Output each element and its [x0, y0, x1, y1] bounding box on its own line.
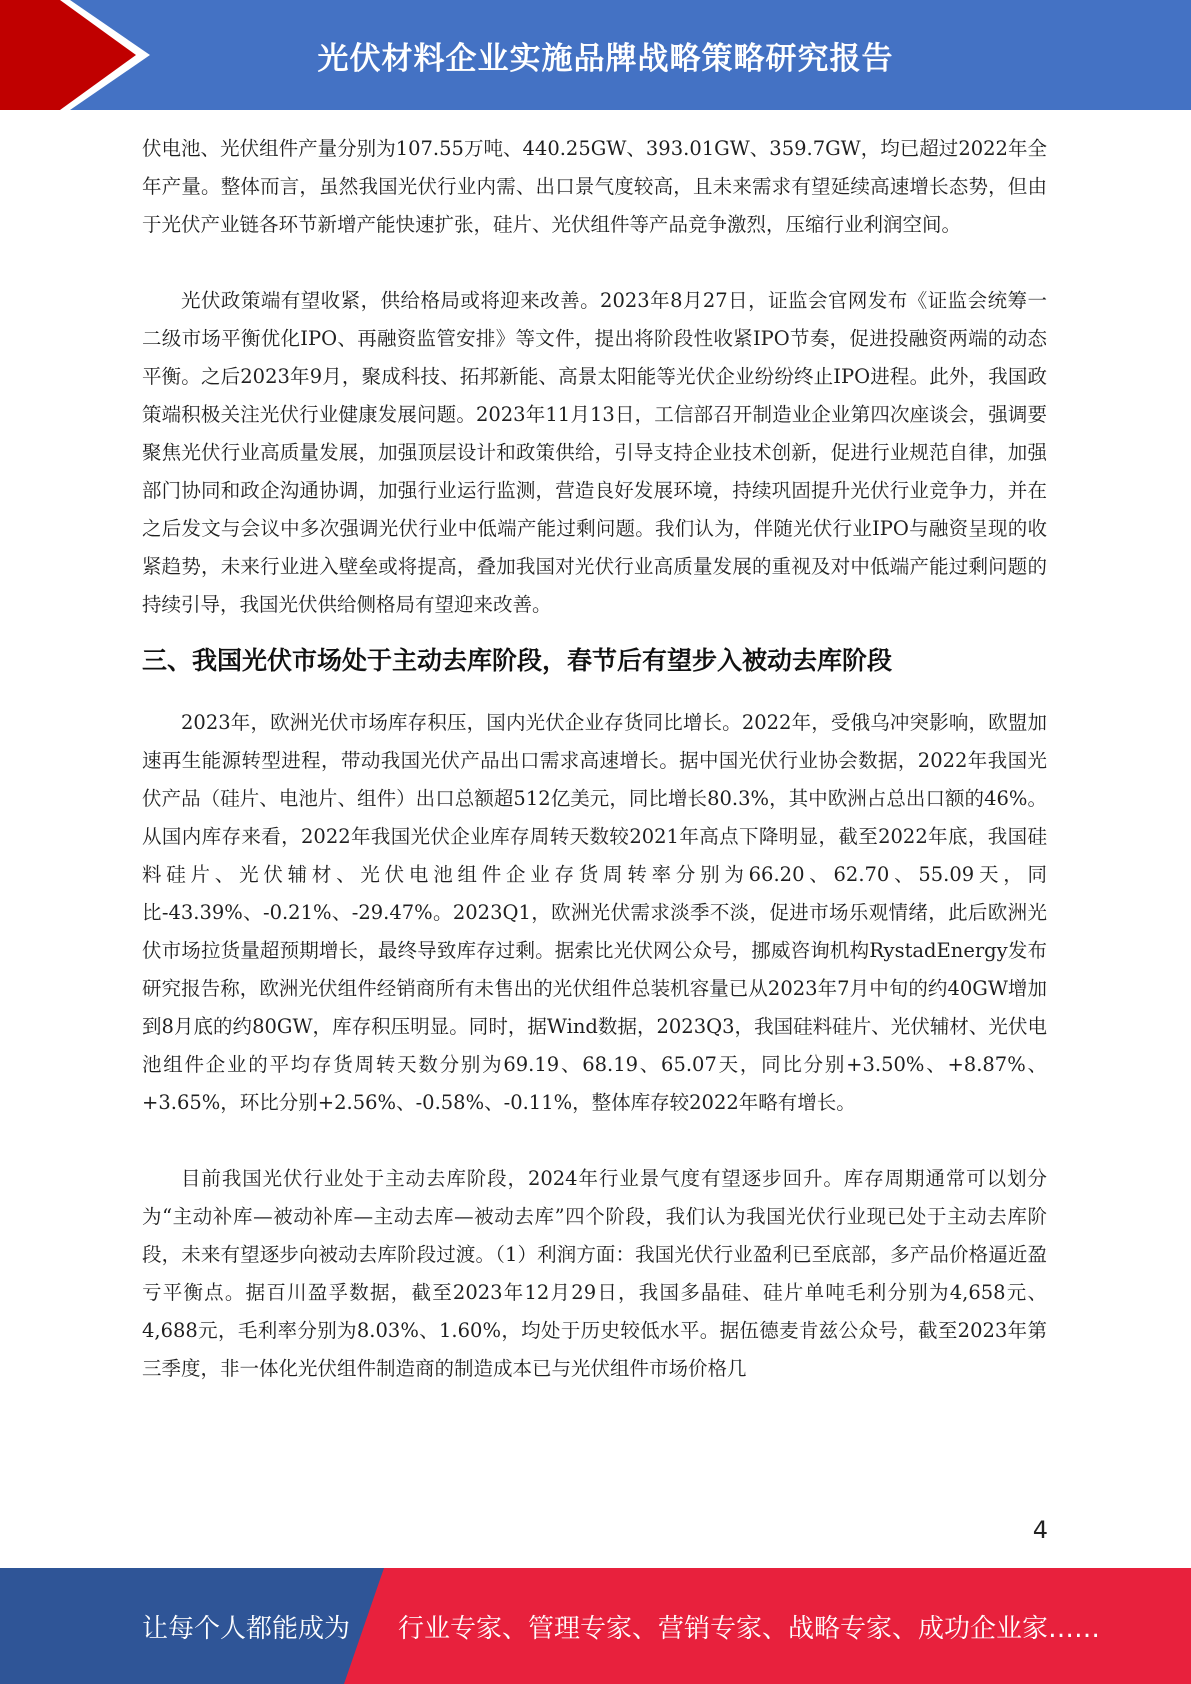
section-heading: 三、我国光伏市场处于主动去库阶段，春节后有望步入被动去库阶段	[142, 646, 893, 675]
report-title: 光伏材料企业实施品牌战略策略研究报告	[317, 40, 894, 77]
paragraph-2: 光伏政策端有望收紧，供给格局或将迎来改善。2023年8月27日，证监会官网发布《证监会统筹一二级市场平衡优化IPO、再融资监管安排》等文件，提出将阶段性收紧IPO节奏，促进投融资两端的动态平衡。之后2023年9月，聚成科技、拓邦新能、高景太阳能等光伏企业纷纷终止IPO进程。此外，我国政策端积极关注光伏行业健康发展问题。2023年11月13日，工信部召开制造业企业第四次座谈会，强调要聚焦光伏行业高质量发展，加强顶层设计和政策供给，引导支持企业技术创新，促进行业规范自律，加强部门协同和政企沟通协调，加强行业运行监测，营造良好发展环境，持续巩固提升光伏行业竞争力，并在之后发文与会议中多次强调光伏行业中低端产能过剩问题。我们认为，伴随光伏行业IPO与融资呈现的收紧趋势，未来行业进入壁垒或将提高，叠加我国对光伏行业高质量发展的重视及对中低端产能过剩问题的持续引导，我国光伏供给侧格局有望迎来改善。	[142, 289, 1047, 616]
page-number: 4	[1032, 1516, 1048, 1544]
paragraph-1: 伏电池、光伏组件产量分别为107.55万吨、440.25GW、393.01GW、359.7GW，均已超过2022年全年产量。整体而言，虽然我国光伏行业内需、出口景气度较高，且未来需求有望延续高速增长态势，但由于光伏产业链各环节新增产能快速扩张，硅片、光伏组件等产品竞争激烈，压缩行业利润空间。	[142, 137, 1047, 236]
footer-slogan-right: 行业专家、管理专家、营销专家、战略专家、成功企业家……	[398, 1613, 1101, 1644]
paragraph-3: 2023年，欧洲光伏市场库存积压，国内光伏企业存货同比增长。2022年，受俄乌冲突影响，欧盟加速再生能源转型进程，带动我国光伏产品出口需求高速增长。据中国光伏行业协会数据，2022年我国光伏产品（硅片、电池片、组件）出口总额超512亿美元，同比增长80.3%，其中欧洲占总出口额的46%。从国内库存来看，2022年我国光伏企业库存周转天数较2021年高点下降明显，截至2022年底，我国硅料硅片、光伏辅材、光伏电池组件企业存货周转率分别为66.20、62.70、55.09天，同比-43.39%、-0.21%、-29.47%。2023Q1，欧洲光伏需求淡季不淡，促进市场乐观情绪，此后欧洲光伏市场拉货量超预期增长，最终导致库存过剩。据索比光伏网公众号，挪威咨询机构RystadEnergy发布研究报告称，欧洲光伏组件经销商所有未售出的光伏组件总装机容量已从2023年7月中旬的约40GW增加到8月底的约80GW，库存积压明显。同时，据Wind数据，2023Q3，我国硅料硅片、光伏辅材、光伏电池组件企业的平均存货周转天数分别为69.19、68.19、65.07天，同比分别+3.50%、+8.87%、+3.65%，环比分别+2.56%、-0.58%、-0.11%，整体库存较2022年略有增长。	[142, 711, 1047, 1114]
footer-band	[0, 1568, 1191, 1684]
paragraph-4: 目前我国光伏行业处于主动去库阶段，2024年行业景气度有望逐步回升。库存周期通常可以划分为“主动补库—被动补库—主动去库—被动去库”四个阶段，我们认为我国光伏行业现已处于主动去库阶段，未来有望逐步向被动去库阶段过渡。（1）利润方面：我国光伏行业盈利已至底部，多产品价格逼近盈亏平衡点。据百川盈孚数据，截至2023年12月29日，我国多晶硅、硅片单吨毛利分别为4,658元、4,688元，毛利率分别为8.03%、1.60%，均处于历史较低水平。据伍德麦肯兹公众号，截至2023年第三季度，非一体化光伏组件制造商的制造成本已与光伏组件市场价格几	[142, 1167, 1047, 1380]
header-band	[0, 0, 1191, 110]
footer-slogan-left: 让每个人都能成为	[142, 1613, 351, 1644]
main-content	[142, 130, 1047, 1388]
